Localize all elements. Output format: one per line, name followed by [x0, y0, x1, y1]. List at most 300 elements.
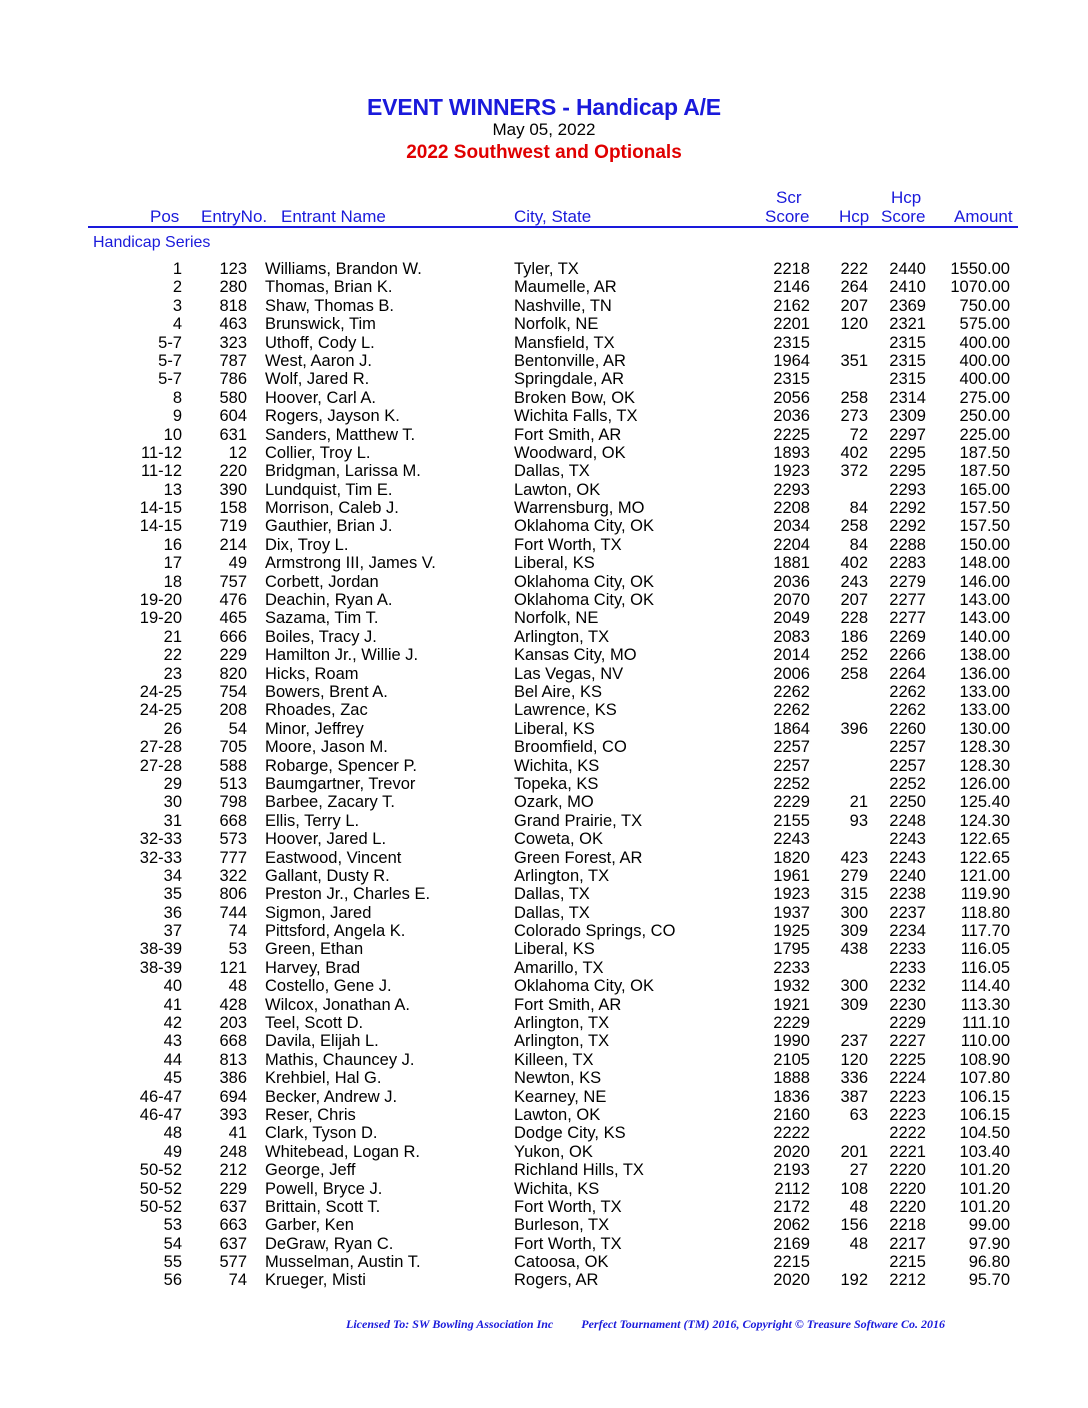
- amount-cell: 122.65: [959, 848, 1010, 867]
- entrant-name-cell: Thomas, Brian K.: [265, 278, 393, 297]
- entry-number-cell: 322: [219, 866, 247, 885]
- position-cell: 50-52: [139, 1179, 182, 1198]
- entrant-name-cell: Hoover, Jared L.: [265, 830, 387, 849]
- handicap-score-cell: 2266: [889, 646, 926, 665]
- entrant-name-cell: Morrison, Caleb J.: [265, 499, 399, 518]
- handicap-score-cell: 2315: [889, 333, 926, 352]
- handicap-score-cell: 2264: [889, 664, 926, 683]
- entry-number-cell: 631: [219, 425, 247, 444]
- footer-license: Licensed To: SW Bowling Association Inc: [346, 1317, 554, 1331]
- entry-number-cell: 577: [219, 1253, 247, 1272]
- position-cell: 14-15: [139, 517, 182, 536]
- handicap-cell: 300: [840, 977, 868, 996]
- table-row: [0, 775, 1088, 793]
- entrant-name-cell: Gallant, Dusty R.: [265, 866, 390, 885]
- city-state-cell: Norfolk, NE: [514, 609, 599, 628]
- handicap-score-cell: 2295: [889, 462, 926, 481]
- table-row: [0, 683, 1088, 701]
- handicap-score-cell: 2440: [889, 260, 926, 278]
- handicap-score-cell: 2410: [889, 278, 926, 297]
- position-cell: 2: [172, 278, 182, 297]
- entrant-name-cell: Teel, Scott D.: [265, 1014, 364, 1033]
- table-row: [0, 278, 1088, 296]
- table-row: [0, 628, 1088, 646]
- entrant-name-cell: Hoover, Carl A.: [265, 388, 376, 407]
- entrant-name-cell: Collier, Troy L.: [265, 443, 371, 462]
- entrant-name-cell: Musselman, Austin T.: [265, 1253, 421, 1272]
- handicap-score-cell: 2233: [889, 940, 926, 959]
- handicap-score-cell: 2220: [889, 1179, 926, 1198]
- handicap-cell: 72: [849, 425, 868, 444]
- city-state-cell: Arlington, TX: [514, 866, 610, 885]
- scratch-score-cell: 2252: [773, 774, 810, 793]
- handicap-score-cell: 2240: [889, 866, 926, 885]
- position-cell: 5-7: [158, 351, 182, 370]
- entrant-name-cell: Minor, Jeffrey: [265, 719, 364, 738]
- scratch-score-cell: 1937: [773, 903, 810, 922]
- position-cell: 3: [172, 296, 182, 315]
- scratch-score-cell: 1888: [773, 1069, 810, 1088]
- entry-number-cell: 588: [219, 756, 247, 775]
- scratch-score-cell: 2056: [773, 388, 810, 407]
- entrant-name-cell: Baumgartner, Trevor: [265, 774, 416, 793]
- entry-number-cell: 212: [219, 1161, 247, 1180]
- table-row: [0, 1271, 1088, 1289]
- city-state-cell: Killeen, TX: [514, 1050, 594, 1069]
- city-state-cell: Tyler, TX: [514, 260, 579, 278]
- position-cell: 19-20: [139, 609, 182, 628]
- scratch-score-cell: 1961: [773, 866, 810, 885]
- scratch-score-cell: 2070: [773, 591, 810, 610]
- position-cell: 31: [163, 811, 182, 830]
- handicap-cell: 258: [840, 517, 868, 536]
- table-row: [0, 389, 1088, 407]
- entrant-name-cell: Hicks, Roam: [265, 664, 359, 683]
- entry-number-cell: 818: [219, 296, 247, 315]
- entry-number-cell: 280: [219, 278, 247, 297]
- position-cell: 38-39: [139, 958, 182, 977]
- handicap-score-cell: 2262: [889, 682, 926, 701]
- position-cell: 32-33: [139, 830, 182, 849]
- entry-number-cell: 54: [228, 719, 247, 738]
- city-state-cell: Woodward, OK: [514, 443, 626, 462]
- scratch-score-cell: 1923: [773, 462, 810, 481]
- handicap-score-cell: 2224: [889, 1069, 926, 1088]
- scratch-score-cell: 2146: [773, 278, 810, 297]
- handicap-cell: 243: [840, 572, 868, 591]
- handicap-cell: 438: [840, 940, 868, 959]
- handicap-score-cell: 2229: [889, 1014, 926, 1033]
- position-cell: 46-47: [139, 1105, 182, 1124]
- handicap-score-cell: 2277: [889, 609, 926, 628]
- entrant-name-cell: Eastwood, Vincent: [265, 848, 402, 867]
- section-label: Handicap Series: [93, 234, 211, 251]
- amount-cell: 400.00: [959, 351, 1010, 370]
- handicap-score-cell: 2295: [889, 443, 926, 462]
- entrant-name-cell: George, Jeff: [265, 1161, 356, 1180]
- amount-cell: 148.00: [959, 554, 1010, 573]
- amount-cell: 110.00: [960, 1032, 1010, 1051]
- handicap-score-cell: 2225: [889, 1050, 926, 1069]
- table-row: [0, 1198, 1088, 1216]
- position-cell: 45: [163, 1069, 182, 1088]
- column-header-city: City, State: [514, 207, 592, 226]
- city-state-cell: Wichita Falls, TX: [514, 407, 638, 426]
- amount-cell: 138.00: [959, 646, 1010, 665]
- table-row: [0, 315, 1088, 333]
- column-header-pos: Pos: [150, 207, 180, 226]
- report-title: EVENT WINNERS - Handicap A/E: [367, 94, 721, 120]
- results-table: [0, 260, 1088, 1290]
- city-state-cell: Oklahoma City, OK: [514, 591, 654, 610]
- handicap-cell: 21: [849, 793, 868, 812]
- entrant-name-cell: Green, Ethan: [265, 940, 364, 959]
- scratch-score-cell: 1990: [773, 1032, 810, 1051]
- city-state-cell: Rogers, AR: [514, 1271, 599, 1290]
- handicap-score-cell: 2232: [889, 977, 926, 996]
- handicap-cell: 192: [840, 1271, 868, 1290]
- handicap-score-cell: 2237: [889, 903, 926, 922]
- entry-number-cell: 220: [219, 462, 247, 481]
- handicap-cell: 84: [849, 499, 868, 518]
- scratch-score-cell: 2036: [773, 572, 810, 591]
- entry-number-cell: 121: [219, 958, 247, 977]
- scratch-score-cell: 2208: [773, 499, 810, 518]
- entry-number-cell: 476: [219, 591, 247, 610]
- position-cell: 43: [163, 1032, 182, 1051]
- handicap-score-cell: 2227: [889, 1032, 926, 1051]
- handicap-cell: 372: [840, 462, 868, 481]
- position-cell: 40: [163, 977, 182, 996]
- amount-cell: 150.00: [959, 535, 1010, 554]
- entrant-name-cell: Armstrong III, James V.: [265, 554, 436, 573]
- handicap-cell: 48: [849, 1197, 868, 1216]
- city-state-cell: Bentonville, AR: [514, 351, 626, 370]
- scratch-score-cell: 2036: [773, 407, 810, 426]
- entry-number-cell: 463: [219, 315, 247, 334]
- entry-number-cell: 786: [219, 370, 247, 389]
- handicap-score-cell: 2262: [889, 701, 926, 720]
- handicap-cell: 108: [840, 1179, 868, 1198]
- amount-cell: 118.80: [960, 903, 1010, 922]
- table-row: [0, 1032, 1088, 1050]
- entrant-name-cell: Williams, Brandon W.: [265, 260, 422, 278]
- handicap-cell: 207: [840, 591, 868, 610]
- handicap-score-cell: 2252: [889, 774, 926, 793]
- amount-cell: 126.00: [959, 774, 1010, 793]
- scratch-score-cell: 1921: [773, 995, 810, 1014]
- city-state-cell: Norfolk, NE: [514, 315, 599, 334]
- amount-cell: 101.20: [959, 1179, 1010, 1198]
- scratch-score-cell: 2193: [773, 1161, 810, 1180]
- column-header-hscr-bottom: Score: [881, 207, 926, 226]
- handicap-cell: 228: [840, 609, 868, 628]
- table-row: [0, 462, 1088, 480]
- amount-cell: 125.40: [959, 793, 1010, 812]
- report-subtitle: 2022 Southwest and Optionals: [406, 142, 682, 163]
- scratch-score-cell: 2162: [773, 296, 810, 315]
- entry-number-cell: 428: [219, 995, 247, 1014]
- entry-number-cell: 248: [219, 1142, 247, 1161]
- amount-cell: 750.00: [959, 296, 1010, 315]
- entry-number-cell: 787: [219, 351, 247, 370]
- position-cell: 24-25: [139, 701, 182, 720]
- scratch-score-cell: 1795: [773, 940, 810, 959]
- amount-cell: 111.10: [961, 1014, 1010, 1033]
- position-cell: 41: [163, 995, 182, 1014]
- city-state-cell: Oklahoma City, OK: [514, 572, 654, 591]
- city-state-cell: Catoosa, OK: [514, 1253, 609, 1272]
- table-row: [0, 1253, 1088, 1271]
- city-state-cell: Grand Prairie, TX: [514, 811, 643, 830]
- handicap-cell: 237: [840, 1032, 868, 1051]
- amount-cell: 99.00: [968, 1216, 1010, 1235]
- handicap-score-cell: 2369: [889, 296, 926, 315]
- handicap-score-cell: 2230: [889, 995, 926, 1014]
- entrant-name-cell: Clark, Tyson D.: [265, 1124, 378, 1143]
- amount-cell: 187.50: [959, 462, 1010, 481]
- entrant-name-cell: Pittsford, Angela K.: [265, 922, 406, 941]
- scratch-score-cell: 1893: [773, 443, 810, 462]
- entrant-name-cell: Becker, Andrew J.: [265, 1087, 398, 1106]
- entrant-name-cell: Corbett, Jordan: [265, 572, 379, 591]
- table-row: [0, 407, 1088, 425]
- scratch-score-cell: 2112: [774, 1179, 810, 1198]
- entrant-name-cell: Ellis, Terry L.: [265, 811, 360, 830]
- handicap-cell: 120: [840, 1050, 868, 1069]
- city-state-cell: Richland Hills, TX: [514, 1161, 644, 1180]
- table-row: [0, 646, 1088, 664]
- city-state-cell: Broomfield, CO: [514, 738, 627, 757]
- entry-number-cell: 208: [219, 701, 247, 720]
- scratch-score-cell: 2105: [773, 1050, 810, 1069]
- amount-cell: 101.20: [959, 1197, 1010, 1216]
- city-state-cell: Springdale, AR: [514, 370, 625, 389]
- entrant-name-cell: Reser, Chris: [265, 1105, 356, 1124]
- footer: [346, 1317, 945, 1332]
- city-state-cell: Newton, KS: [514, 1069, 602, 1088]
- amount-cell: 96.80: [968, 1253, 1010, 1272]
- city-state-cell: Warrensburg, MO: [514, 499, 645, 518]
- entry-number-cell: 158: [219, 499, 247, 518]
- position-cell: 24-25: [139, 682, 182, 701]
- table-row: [0, 867, 1088, 885]
- column-header-scr-top: Scr: [776, 188, 802, 207]
- entry-number-cell: 777: [219, 848, 247, 867]
- scratch-score-cell: 1836: [773, 1087, 810, 1106]
- scratch-score-cell: 2229: [773, 793, 810, 812]
- scratch-score-cell: 2020: [773, 1142, 810, 1161]
- scratch-score-cell: 2062: [773, 1216, 810, 1235]
- entry-number-cell: 813: [219, 1050, 247, 1069]
- position-cell: 42: [163, 1014, 182, 1033]
- handicap-score-cell: 2283: [889, 554, 926, 573]
- column-header-entry: EntryNo.: [201, 207, 268, 226]
- entrant-name-cell: Mathis, Chauncey J.: [265, 1050, 415, 1069]
- handicap-score-cell: 2269: [889, 627, 926, 646]
- table-row: [0, 701, 1088, 719]
- handicap-score-cell: 2234: [889, 922, 926, 941]
- table-row: [0, 1088, 1088, 1106]
- scratch-score-cell: 2014: [773, 646, 810, 665]
- entrant-name-cell: Gauthier, Brian J.: [265, 517, 393, 536]
- handicap-score-cell: 2257: [889, 756, 926, 775]
- entry-number-cell: 74: [228, 1271, 247, 1290]
- entry-number-cell: 203: [219, 1014, 247, 1033]
- city-state-cell: Coweta, OK: [514, 830, 603, 849]
- table-row: [0, 1069, 1088, 1087]
- table-row: [0, 1051, 1088, 1069]
- entrant-name-cell: Rogers, Jayson K.: [265, 407, 400, 426]
- entry-number-cell: 757: [219, 572, 247, 591]
- entrant-name-cell: Preston Jr., Charles E.: [265, 885, 431, 904]
- amount-cell: 107.80: [959, 1069, 1010, 1088]
- city-state-cell: Dallas, TX: [514, 903, 590, 922]
- handicap-score-cell: 2315: [889, 370, 926, 389]
- amount-cell: 101.20: [959, 1161, 1010, 1180]
- scratch-score-cell: 2315: [773, 370, 810, 389]
- table-row: [0, 499, 1088, 517]
- amount-cell: 122.65: [959, 830, 1010, 849]
- table-row: [0, 609, 1088, 627]
- city-state-cell: Broken Bow, OK: [514, 388, 636, 407]
- position-cell: 13: [163, 480, 182, 499]
- table-row: [0, 426, 1088, 444]
- entrant-name-cell: Sazama, Tim T.: [265, 609, 379, 628]
- amount-cell: 133.00: [959, 682, 1010, 701]
- city-state-cell: Nashville, TN: [514, 296, 612, 315]
- handicap-cell: 402: [840, 443, 868, 462]
- entry-number-cell: 666: [219, 627, 247, 646]
- table-row: [0, 554, 1088, 572]
- amount-cell: 119.90: [960, 885, 1010, 904]
- entrant-name-cell: Deachin, Ryan A.: [265, 591, 393, 610]
- amount-cell: 103.40: [959, 1142, 1010, 1161]
- report-date: May 05, 2022: [492, 120, 596, 139]
- entrant-name-cell: DeGraw, Ryan C.: [265, 1234, 394, 1253]
- city-state-cell: Fort Worth, TX: [514, 1234, 622, 1253]
- entry-number-cell: 798: [219, 793, 247, 812]
- position-cell: 11-12: [141, 462, 182, 481]
- city-state-cell: Kansas City, MO: [514, 646, 637, 665]
- scratch-score-cell: 2172: [773, 1197, 810, 1216]
- scratch-score-cell: 2243: [773, 830, 810, 849]
- handicap-cell: 387: [840, 1087, 868, 1106]
- handicap-cell: 120: [840, 315, 868, 334]
- scratch-score-cell: 1864: [773, 719, 810, 738]
- handicap-score-cell: 2238: [889, 885, 926, 904]
- entrant-name-cell: Bowers, Brent A.: [265, 682, 388, 701]
- city-state-cell: Liberal, KS: [514, 940, 595, 959]
- position-cell: 22: [163, 646, 182, 665]
- amount-cell: 143.00: [959, 591, 1010, 610]
- scratch-score-cell: 2006: [773, 664, 810, 683]
- table-row: [0, 297, 1088, 315]
- amount-cell: 121.00: [959, 866, 1010, 885]
- position-cell: 4: [172, 315, 182, 334]
- scratch-score-cell: 1925: [773, 922, 810, 941]
- entry-number-cell: 465: [219, 609, 247, 628]
- position-cell: 1: [172, 260, 182, 278]
- table-row: [0, 1143, 1088, 1161]
- city-state-cell: Arlington, TX: [514, 627, 610, 646]
- handicap-score-cell: 2314: [889, 388, 926, 407]
- table-row: [0, 481, 1088, 499]
- amount-cell: 128.30: [959, 756, 1010, 775]
- column-header-name: Entrant Name: [281, 207, 386, 226]
- entry-number-cell: 744: [219, 903, 247, 922]
- header-divider: [88, 226, 1018, 228]
- city-state-cell: Dallas, TX: [514, 462, 590, 481]
- city-state-cell: Dodge City, KS: [514, 1124, 626, 1143]
- table-row: [0, 738, 1088, 756]
- table-row: [0, 517, 1088, 535]
- amount-cell: 136.00: [959, 664, 1010, 683]
- scratch-score-cell: 1820: [773, 848, 810, 867]
- handicap-cell: 309: [840, 995, 868, 1014]
- entry-number-cell: 513: [219, 774, 247, 793]
- position-cell: 27-28: [139, 738, 182, 757]
- amount-cell: 104.50: [959, 1124, 1010, 1143]
- position-cell: 23: [163, 664, 182, 683]
- entry-number-cell: 323: [219, 333, 247, 352]
- handicap-cell: 258: [840, 388, 868, 407]
- city-state-cell: Fort Smith, AR: [514, 995, 622, 1014]
- footer-copyright: Perfect Tournament (TM) 2016, Copyright © Treasure Software Co. 2016: [581, 1317, 946, 1331]
- entrant-name-cell: Barbee, Zacary T.: [265, 793, 395, 812]
- amount-cell: 106.15: [959, 1087, 1010, 1106]
- entry-number-cell: 694: [219, 1087, 247, 1106]
- city-state-cell: Lawton, OK: [514, 1105, 601, 1124]
- table-row: [0, 793, 1088, 811]
- entrant-name-cell: Wolf, Jared R.: [265, 370, 370, 389]
- scratch-score-cell: 2262: [773, 701, 810, 720]
- scratch-score-cell: 1964: [773, 351, 810, 370]
- table-row: [0, 1180, 1088, 1198]
- handicap-cell: 300: [840, 903, 868, 922]
- entrant-name-cell: Wilcox, Jonathan A.: [265, 995, 410, 1014]
- position-cell: 54: [163, 1234, 182, 1253]
- entrant-name-cell: Harvey, Brad: [265, 958, 361, 977]
- table-row: [0, 904, 1088, 922]
- entrant-name-cell: Shaw, Thomas B.: [265, 296, 395, 315]
- table-row: [0, 959, 1088, 977]
- entry-number-cell: 668: [219, 811, 247, 830]
- city-state-cell: Fort Smith, AR: [514, 425, 622, 444]
- handicap-score-cell: 2292: [889, 499, 926, 518]
- position-cell: 21: [163, 627, 182, 646]
- amount-cell: 97.90: [968, 1234, 1010, 1253]
- amount-cell: 1550.00: [950, 260, 1010, 278]
- city-state-cell: Arlington, TX: [514, 1014, 610, 1033]
- column-header-scr-bottom: Score: [765, 207, 810, 226]
- amount-cell: 95.70: [968, 1271, 1010, 1290]
- handicap-score-cell: 2309: [889, 407, 926, 426]
- amount-cell: 113.30: [960, 995, 1010, 1014]
- table-row: [0, 922, 1088, 940]
- handicap-cell: 279: [840, 866, 868, 885]
- position-cell: 17: [163, 554, 182, 573]
- city-state-cell: Maumelle, AR: [514, 278, 617, 297]
- table-row: [0, 720, 1088, 738]
- handicap-score-cell: 2279: [889, 572, 926, 591]
- handicap-score-cell: 2218: [889, 1216, 926, 1235]
- table-row: [0, 1235, 1088, 1253]
- amount-cell: 157.50: [959, 499, 1010, 518]
- entrant-name-cell: Dix, Troy L.: [265, 535, 349, 554]
- position-cell: 34: [163, 866, 182, 885]
- position-cell: 27-28: [139, 756, 182, 775]
